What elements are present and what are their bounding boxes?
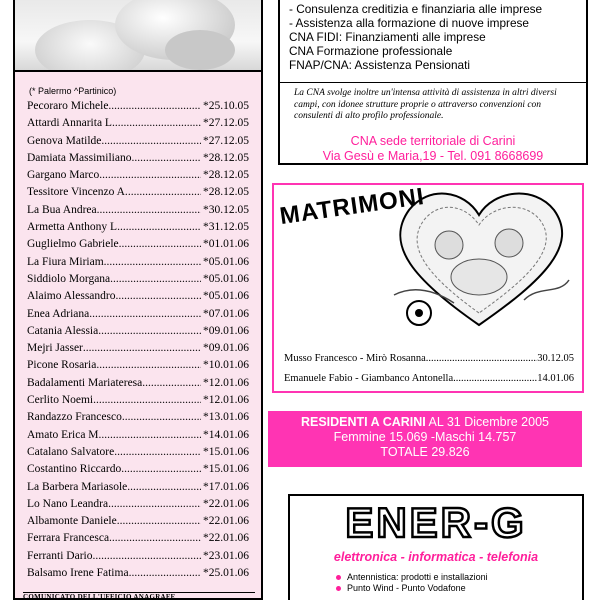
leader-dots	[101, 133, 201, 150]
leader-dots	[115, 288, 201, 305]
cna-box	[278, 0, 588, 165]
birth-name: Albamonte Daniele	[27, 515, 117, 528]
residents-gender-counts: Femmine 15.069 -Maschi 14.757	[333, 430, 517, 444]
birth-name: Gargano Marco	[27, 169, 100, 182]
birth-date: *09.01.06	[203, 324, 249, 337]
birth-date: *12.01.06	[203, 376, 249, 389]
birth-name: La Barbera Mariasole	[27, 480, 128, 493]
birth-entry	[27, 167, 249, 184]
birth-entry	[27, 548, 249, 565]
birth-date: *15.01.06	[203, 445, 249, 458]
cna-services-list	[289, 2, 542, 72]
birth-name: Pecoraro Michele	[27, 100, 109, 112]
birth-entry	[27, 392, 249, 409]
cna-office-name: CNA sede territoriale di Carini	[350, 134, 516, 148]
birth-entry	[27, 340, 249, 357]
birth-entry	[27, 236, 249, 253]
birth-name: Enea Adriana	[27, 307, 90, 320]
birth-entry	[27, 513, 249, 530]
leader-dots	[129, 565, 201, 582]
birth-entry	[27, 306, 249, 323]
birth-entry	[27, 150, 249, 167]
wedding-names: Emanuele Fabio - Giambanco Antonella	[284, 373, 454, 384]
birth-entry	[27, 357, 249, 374]
birth-name: Mejri Jasser	[27, 342, 83, 355]
birth-name: Picone Rosaria	[27, 359, 97, 372]
ener-g-service-text: Punto Wind - Punto Vodafone	[347, 583, 466, 593]
birth-date: *25.10.05	[203, 100, 249, 112]
cna-service-item: - Consulenza creditizia e finanziaria alle imprese	[289, 2, 543, 16]
birth-entry	[27, 323, 249, 340]
leader-dots	[128, 184, 201, 201]
leader-dots	[89, 306, 201, 323]
birth-entry	[27, 375, 249, 392]
leader-dots	[109, 530, 201, 547]
ener-g-service-item	[336, 583, 488, 594]
birth-name: Randazzo Francesco	[27, 411, 122, 424]
wedding-entry	[284, 369, 574, 389]
wedding-names: Musso Francesco - Mirò Rosanna	[284, 353, 426, 364]
birth-name: Lo Nano Leandra	[27, 497, 109, 510]
leader-dots	[120, 219, 201, 236]
birth-name: Ferrara Francesca	[27, 532, 110, 545]
birth-entry	[27, 271, 249, 288]
ener-g-ad	[288, 494, 584, 600]
residents-title-date: AL 31 Dicembre 2005	[425, 415, 549, 429]
birth-entry	[27, 496, 249, 513]
birth-date: *22.01.06	[203, 497, 249, 510]
birth-entry	[27, 202, 249, 219]
birth-list	[27, 98, 249, 582]
leader-dots	[110, 271, 201, 288]
leader-dots	[93, 392, 201, 409]
residents-title-bold: RESIDENTI A CARINI	[300, 415, 426, 429]
birth-entry	[27, 133, 249, 150]
leader-dots	[119, 236, 201, 253]
birth-entry	[27, 427, 249, 444]
ener-g-tagline: elettronica - informatica - telefonia	[333, 550, 539, 564]
births-panel	[13, 0, 263, 600]
weddings-list	[284, 349, 574, 389]
leader-dots	[101, 427, 201, 444]
birth-date: *14.01.06	[203, 428, 249, 441]
leader-dots	[108, 496, 201, 513]
cna-note: La CNA svolge inoltre un'intensa attività di assistenza in altri diversi campi, con idonee strutture proprie o attraverso convenzioni con consulenti di alto profilo professionale.	[294, 88, 557, 121]
birth-date: *17.01.06	[203, 480, 249, 493]
birth-date: *31.12.05	[203, 221, 249, 234]
leader-dots	[117, 513, 201, 530]
birth-date: *07.01.06	[203, 307, 249, 320]
wedding-date: 30.12.05	[537, 353, 574, 364]
ener-g-service-item	[336, 572, 488, 583]
leader-dots	[104, 254, 201, 271]
leader-dots	[99, 167, 201, 184]
birth-entry	[27, 254, 249, 271]
residents-total: TOTALE 29.826	[380, 444, 470, 459]
leader-dots	[127, 479, 201, 496]
birth-name: Attardi Annarita L.	[27, 117, 115, 130]
birth-entry	[27, 565, 249, 582]
birth-date: *25.01.06	[203, 567, 249, 580]
births-header: (* Palermo ^Partinico)	[29, 86, 117, 96]
bullet-icon	[336, 575, 341, 580]
leader-dots	[426, 349, 538, 369]
birth-date: *30.12.05	[203, 203, 249, 216]
cna-office	[280, 134, 586, 164]
birth-entry	[27, 115, 249, 132]
birth-entry	[27, 219, 249, 236]
leader-dots	[114, 444, 201, 461]
birth-name: Costantino Riccardo	[27, 463, 122, 476]
birth-name: Armetta Anthony L.	[27, 221, 120, 234]
wedding-entry	[284, 349, 574, 369]
leader-dots	[453, 369, 537, 389]
cna-office-address: Via Gesù e Maria,19 - Tel. 091 8668699	[322, 149, 544, 163]
cna-service-item: CNA FIDI: Finanziamenti alle imprese	[289, 30, 486, 44]
birth-name: Balsamo Irene Fatima	[27, 567, 129, 580]
birth-entry	[27, 288, 249, 305]
birth-date: *01.01.06	[203, 238, 249, 251]
birth-date: *22.01.06	[203, 532, 249, 545]
birth-name: La Bua Andrea	[27, 203, 97, 216]
birth-entry	[27, 461, 249, 478]
weddings-title: MATRIMONI	[278, 182, 427, 231]
birth-entry	[27, 479, 249, 496]
leader-dots	[92, 548, 201, 565]
cna-divider	[280, 82, 586, 83]
birth-entry	[27, 530, 249, 547]
baby-photo	[15, 0, 261, 72]
birth-name: Badalamenti Mariateresa	[27, 376, 143, 389]
birth-entry	[27, 98, 249, 115]
cna-service-item: CNA Formazione professionale	[289, 44, 453, 58]
cna-service-item: FNAP/CNA: Assistenza Pensionati	[289, 58, 470, 72]
birth-date: *10.01.06	[203, 359, 249, 372]
cna-service-item: - Assistenza alla formazione di nuove imprese	[289, 16, 529, 30]
leader-dots	[121, 461, 201, 478]
birth-name: Genova Matilde	[27, 134, 102, 147]
birth-date: *13.01.06	[203, 411, 249, 424]
wedding-date: 14.01.06	[537, 373, 574, 384]
birth-date: *09.01.06	[203, 342, 249, 355]
birth-date: *28.12.05	[203, 151, 249, 164]
birth-name: Siddiolo Morgana	[27, 272, 111, 285]
ener-g-service-text: Antennistica: prodotti e installazioni	[347, 572, 488, 582]
birth-date: *12.01.06	[203, 394, 249, 407]
ener-g-logo: ENER-G	[345, 499, 527, 546]
residents-banner	[268, 411, 582, 467]
leader-dots	[122, 409, 201, 426]
leader-dots	[97, 202, 201, 219]
birth-entry	[27, 184, 249, 201]
birth-entry	[27, 444, 249, 461]
birth-name: Damiata Massimiliano	[27, 151, 132, 164]
birth-date: *28.12.05	[203, 169, 249, 182]
birth-date: *27.12.05	[203, 134, 249, 147]
birth-name: Catania Alessia	[27, 324, 99, 337]
birth-date: *28.12.05	[203, 186, 249, 199]
leader-dots	[98, 323, 201, 340]
birth-entry	[27, 409, 249, 426]
birth-name: Ferranti Dario	[27, 549, 93, 562]
weddings-box	[272, 183, 584, 393]
birth-date: *05.01.06	[203, 290, 249, 303]
leader-dots	[142, 375, 201, 392]
birth-name: Amato Erica M.	[27, 428, 102, 441]
birth-name: Tessitore Vincenzo A.	[27, 186, 128, 199]
leader-dots	[131, 150, 201, 167]
birth-date: *27.12.05	[203, 117, 249, 130]
birth-name: Catalano Salvatore	[27, 445, 115, 458]
birth-date: *05.01.06	[203, 272, 249, 285]
leader-dots	[83, 340, 201, 357]
leader-dots	[108, 98, 201, 115]
births-footer: COMUNICATO DELL'UFFICIO ANAGRAFE	[23, 592, 255, 600]
leader-dots	[115, 115, 201, 132]
bullet-icon	[336, 586, 341, 591]
birth-date: *05.01.06	[203, 255, 249, 268]
leader-dots	[96, 357, 201, 374]
birth-date: *15.01.06	[203, 463, 249, 476]
birth-name: La Fiura Miriam	[27, 255, 104, 268]
birth-name: Guglielmo Gabriele	[27, 238, 119, 251]
ener-g-services-list	[336, 572, 488, 594]
birth-date: *22.01.06	[203, 515, 249, 528]
birth-date: *23.01.06	[203, 549, 249, 562]
birth-name: Cerlito Noemi	[27, 394, 94, 407]
birth-name: Alaimo Alessandro	[27, 290, 116, 303]
residents-title	[268, 415, 582, 430]
